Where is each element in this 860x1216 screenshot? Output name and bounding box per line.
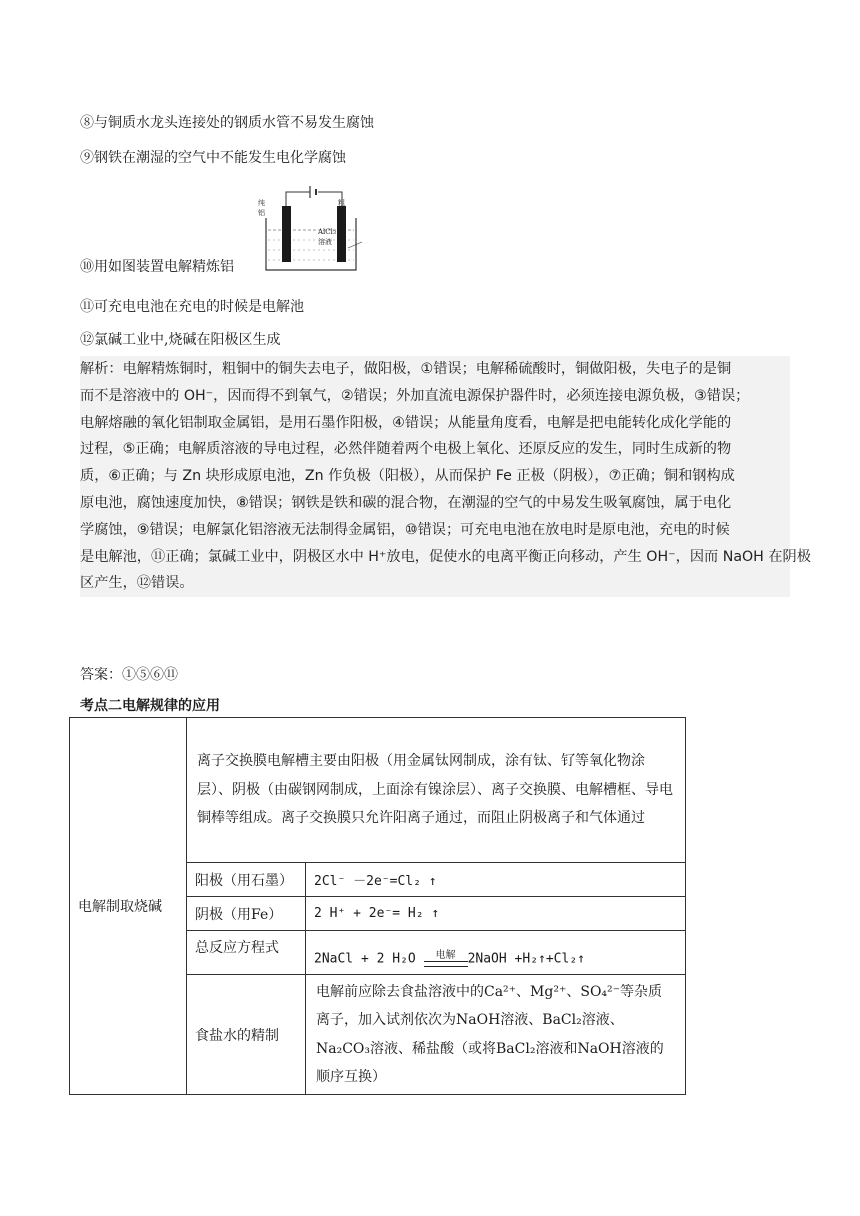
total-eq-right: 2NaOH +H₂↑+Cl₂↑ bbox=[467, 951, 585, 966]
row-header: 电解制取烧碱 bbox=[70, 718, 187, 1095]
analysis-line: 过程，⑤正确；电解质溶液的导电过程，必然伴随着两个电极上氧化、还原反应的发生，同时生成新的物 bbox=[80, 441, 732, 458]
cell-anode-label: 阳极（用石墨） bbox=[187, 863, 306, 897]
analysis-line: 而不是溶液中的 OH⁻，因而得不到氧气，②错误；外加直流电源保护器件时，必须连接电源负极，③错误； bbox=[80, 387, 750, 404]
section-title: 考点二电解规律的应用 bbox=[80, 698, 220, 714]
cell-brine-text: 电解前应除去食盐溶液中的Ca²⁺、Mg²⁺、SO₄²⁻等杂质离子，加入试剂依次为NaOH溶液、BaCl₂溶液、Na₂CO₃溶液、稀盐酸（或将BaCl₂溶液和NaOH溶液的顺序互换） bbox=[306, 975, 686, 1095]
cell-anode-equation: 2Cl⁻ －2e⁻=Cl₂ ↑ bbox=[306, 863, 686, 897]
cell-total-equation bbox=[306, 931, 686, 975]
cell-brine-label: 食盐水的精制 bbox=[187, 975, 306, 1095]
cell-cathode-equation: 2 H⁺ + 2e⁻= H₂ ↑ bbox=[306, 897, 686, 931]
electrolyte-formula: AlCl bbox=[318, 228, 333, 236]
analysis-block bbox=[80, 356, 811, 597]
electrolyte-solution: 溶液 bbox=[318, 238, 332, 246]
electrolysis-diagram bbox=[258, 184, 368, 276]
item-8: ⑧与铜质水龙头连接处的钢质水管不易发生腐蚀 bbox=[80, 115, 374, 131]
total-eq-left: 2NaCl + 2 H₂O bbox=[314, 951, 416, 966]
electrolysis-condition bbox=[424, 951, 468, 967]
analysis-line: 解析：电解精炼铜时，粗铜中的铜失去电子，做阳极，①错误；电解稀硫酸时，铜做阳极，失电子的是铜 bbox=[80, 361, 732, 377]
answer: 答案：①⑤⑥⑪ bbox=[80, 667, 178, 683]
cell-description: 离子交换膜电解槽主要由阳极（用金属钛网制成，涂有钛、钌等氧化物涂层）、阴极（由碳钢网制成，上面涂有镍涂层）、离子交换膜、电解槽框、导电铜棒等组成。离子交换膜只允许阳离子通过，而阻止阴极离子和气体通过 bbox=[187, 718, 686, 863]
analysis-line: 是电解池，⑪正确；氯碱工业中，阴极区水中 H⁺放电，促使水的电离平衡正向移动，产生 OH⁻，因而 NaOH 在阴极 bbox=[80, 548, 811, 565]
cell-cathode-label: 阴极（用Fe） bbox=[187, 897, 306, 931]
analysis-line: 学腐蚀，⑨错误；电解氯化铝溶液无法制得金属铝，⑩错误；可充电电池在放电时是原电池，充电的时候 bbox=[80, 521, 730, 538]
item-12: ⑫氯碱工业中,烧碱在阳极区生成 bbox=[80, 332, 281, 348]
diagram-electrolyte-label bbox=[318, 228, 336, 247]
item-11: ⑪可充电电池在充电的时候是电解池 bbox=[80, 299, 304, 315]
condition-bars bbox=[424, 961, 468, 967]
diagram-left-label: 纯铝 bbox=[258, 199, 265, 217]
cell-total-label: 总反应方程式 bbox=[187, 931, 306, 975]
analysis-line: 质，⑥正确；与 Zn 块形成原电池，Zn 作负极（阳极），从而保护 Fe 正极（阴极），⑦正确；铜和钢构成 bbox=[80, 468, 735, 485]
condition-label: 电解 bbox=[435, 949, 456, 961]
caustic-soda-table bbox=[69, 717, 686, 1095]
electrolyte-subscript: 3 bbox=[332, 230, 337, 236]
diagram-right-label: 粗铝 bbox=[338, 199, 345, 217]
analysis-line: 电解熔融的氧化铝制取金属铝，是用石墨作阳极，④错误；从能量角度看，电解是把电能转化成化学能的 bbox=[80, 414, 732, 431]
item-9: ⑨钢铁在潮湿的空气中不能发生电化学腐蚀 bbox=[80, 150, 346, 166]
analysis-line: 原电池，腐蚀速度加快，⑧错误；钢铁是铁和碳的混合物，在潮湿的空气的中易发生吸氧腐蚀，属于电化 bbox=[80, 494, 732, 511]
item-10: ⑩用如图装置电解精炼铝 bbox=[80, 259, 234, 275]
analysis-line: 区产生，⑫错误。 bbox=[80, 575, 194, 592]
